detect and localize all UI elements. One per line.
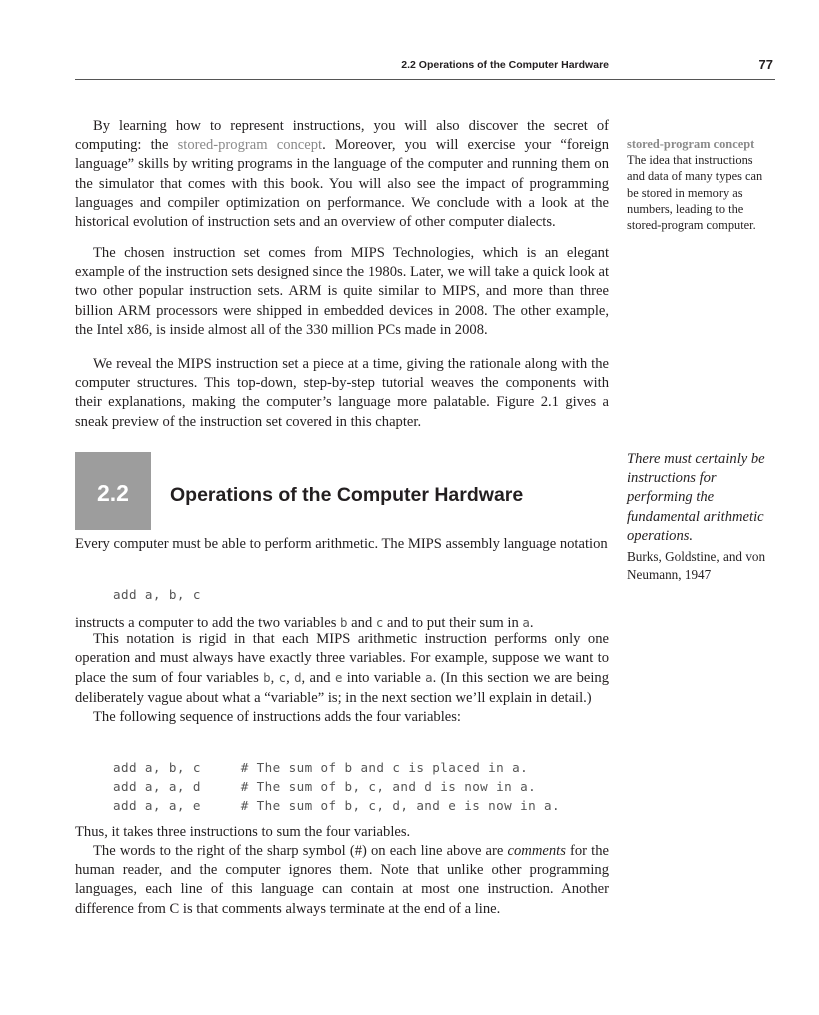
paragraph-arithmetic	[75, 535, 609, 554]
text: and	[347, 615, 376, 631]
code-block	[113, 759, 560, 815]
code-example: add a, b, c	[113, 587, 201, 602]
code-line: add a, a, d # The sum of b, c, and d is now in a.	[113, 778, 537, 794]
text: ) on each line above are	[362, 843, 508, 859]
text: The following sequence of instructions adds the four variables:	[93, 708, 461, 725]
text: instructs a computer to add the two variables	[75, 615, 341, 631]
margin-quote: There must certainly be instructions for performing the fundamental arithmetic operations.	[627, 451, 765, 544]
paragraph-intro	[75, 117, 609, 232]
paragraph-mips	[75, 244, 609, 340]
inline-code: c	[375, 615, 384, 630]
code-line: add a, a, e # The sum of b, c, d, and e is now in a.	[113, 797, 560, 813]
text: . (In this section we are being deliberately vague about what a “variable” is; in the next section we’ll explain in detail.)	[75, 670, 610, 706]
emphasis: comments	[507, 843, 566, 859]
paragraph-rigid	[75, 630, 609, 727]
text: .	[529, 615, 534, 631]
key-term-link[interactable]: stored-program concept	[177, 137, 323, 154]
section-heading: Operations of the Computer Hardware	[170, 484, 524, 506]
inline-code: a	[522, 615, 530, 630]
running-head	[75, 55, 775, 80]
text: Thus, it takes three instructions to sum the four variables.	[75, 824, 411, 840]
inline-code: b	[340, 615, 348, 630]
paragraph-reveal	[75, 355, 609, 432]
paragraph-comments	[75, 842, 609, 919]
text: . Moreover, you will exercise your “foreign language” skills by writing programs in the language of the computer and running them on the simulator that comes with this book. You will also see the impact of programming languages and compiler optimization on performance. We conclude with a look at the historical evolution of instruction sets and an overview of other computer dialects.	[75, 137, 609, 231]
text: Every computer must be able to perform arithmetic. The MIPS assembly language notation	[75, 536, 608, 552]
inline-code: d	[294, 670, 302, 686]
text: This notation is rigid in that each MIPS arithmetic instruction performs only one operation and must always have exactly three variables. For example, suppose we want to place the sum of four variables	[75, 631, 609, 687]
section-number: 2.2	[97, 480, 129, 506]
running-head-title: 2.2 Operations of the Computer Hardware	[401, 59, 609, 71]
section-number-box	[75, 452, 151, 530]
text: , and	[301, 670, 335, 687]
text: into variable	[342, 670, 426, 687]
text: By learning how to represent instructions, you will also discover the secret of computing: the	[75, 118, 609, 154]
definition-text: The idea that instructions and data of many types can be stored in memory as numbers, leading to the stored-program computer.	[627, 153, 763, 233]
inline-code: e	[334, 670, 343, 686]
code-line: add a, b, c # The sum of b and c is placed in a.	[113, 760, 529, 775]
text: The chosen instruction set comes from MIPS Technologies, which is an elegant example of the instruction sets designed since the 1980s. Later, we will take a quick look at two other popular instruction sets. ARM is quite similar to MIPS, and more than three billion ARM processors were shipped in embedded devices in 2008. The other example, the Intel x86, is inside almost all of the 330 million PCs made in 2008.	[75, 245, 609, 338]
inline-code: b	[263, 670, 271, 686]
text: and to put their sum in	[383, 615, 523, 631]
definition-term: stored-program concept	[627, 137, 755, 151]
margin-definition	[627, 136, 772, 233]
inline-code: a	[425, 670, 433, 686]
text: The words to the right of the sharp symbol (	[93, 843, 355, 859]
text: We reveal the MIPS instruction set a piece at a time, giving the rationale along with the computer structures. This top-down, step-by-step tutorial weaves the components with their explanations, making the computer’s language more palatable. Figure 2.1 gives a sneak preview of the instruction set covered in this chapter.	[75, 356, 609, 430]
text: ,	[286, 670, 295, 687]
text: for the human reader, and the computer ignores them. Note that unlike other programming languages, each line of this language can contain at most one instruction. Another difference from C is that comments always terminate at the end of a line.	[75, 843, 609, 917]
sharp-symbol: #	[354, 843, 362, 859]
paragraph-thus	[75, 823, 609, 842]
inline-code: c	[278, 670, 287, 686]
margin-citation: Burks, Goldstine, and von Neumann, 1947	[627, 549, 766, 583]
text: ,	[270, 670, 279, 687]
page-number: 77	[758, 57, 773, 72]
